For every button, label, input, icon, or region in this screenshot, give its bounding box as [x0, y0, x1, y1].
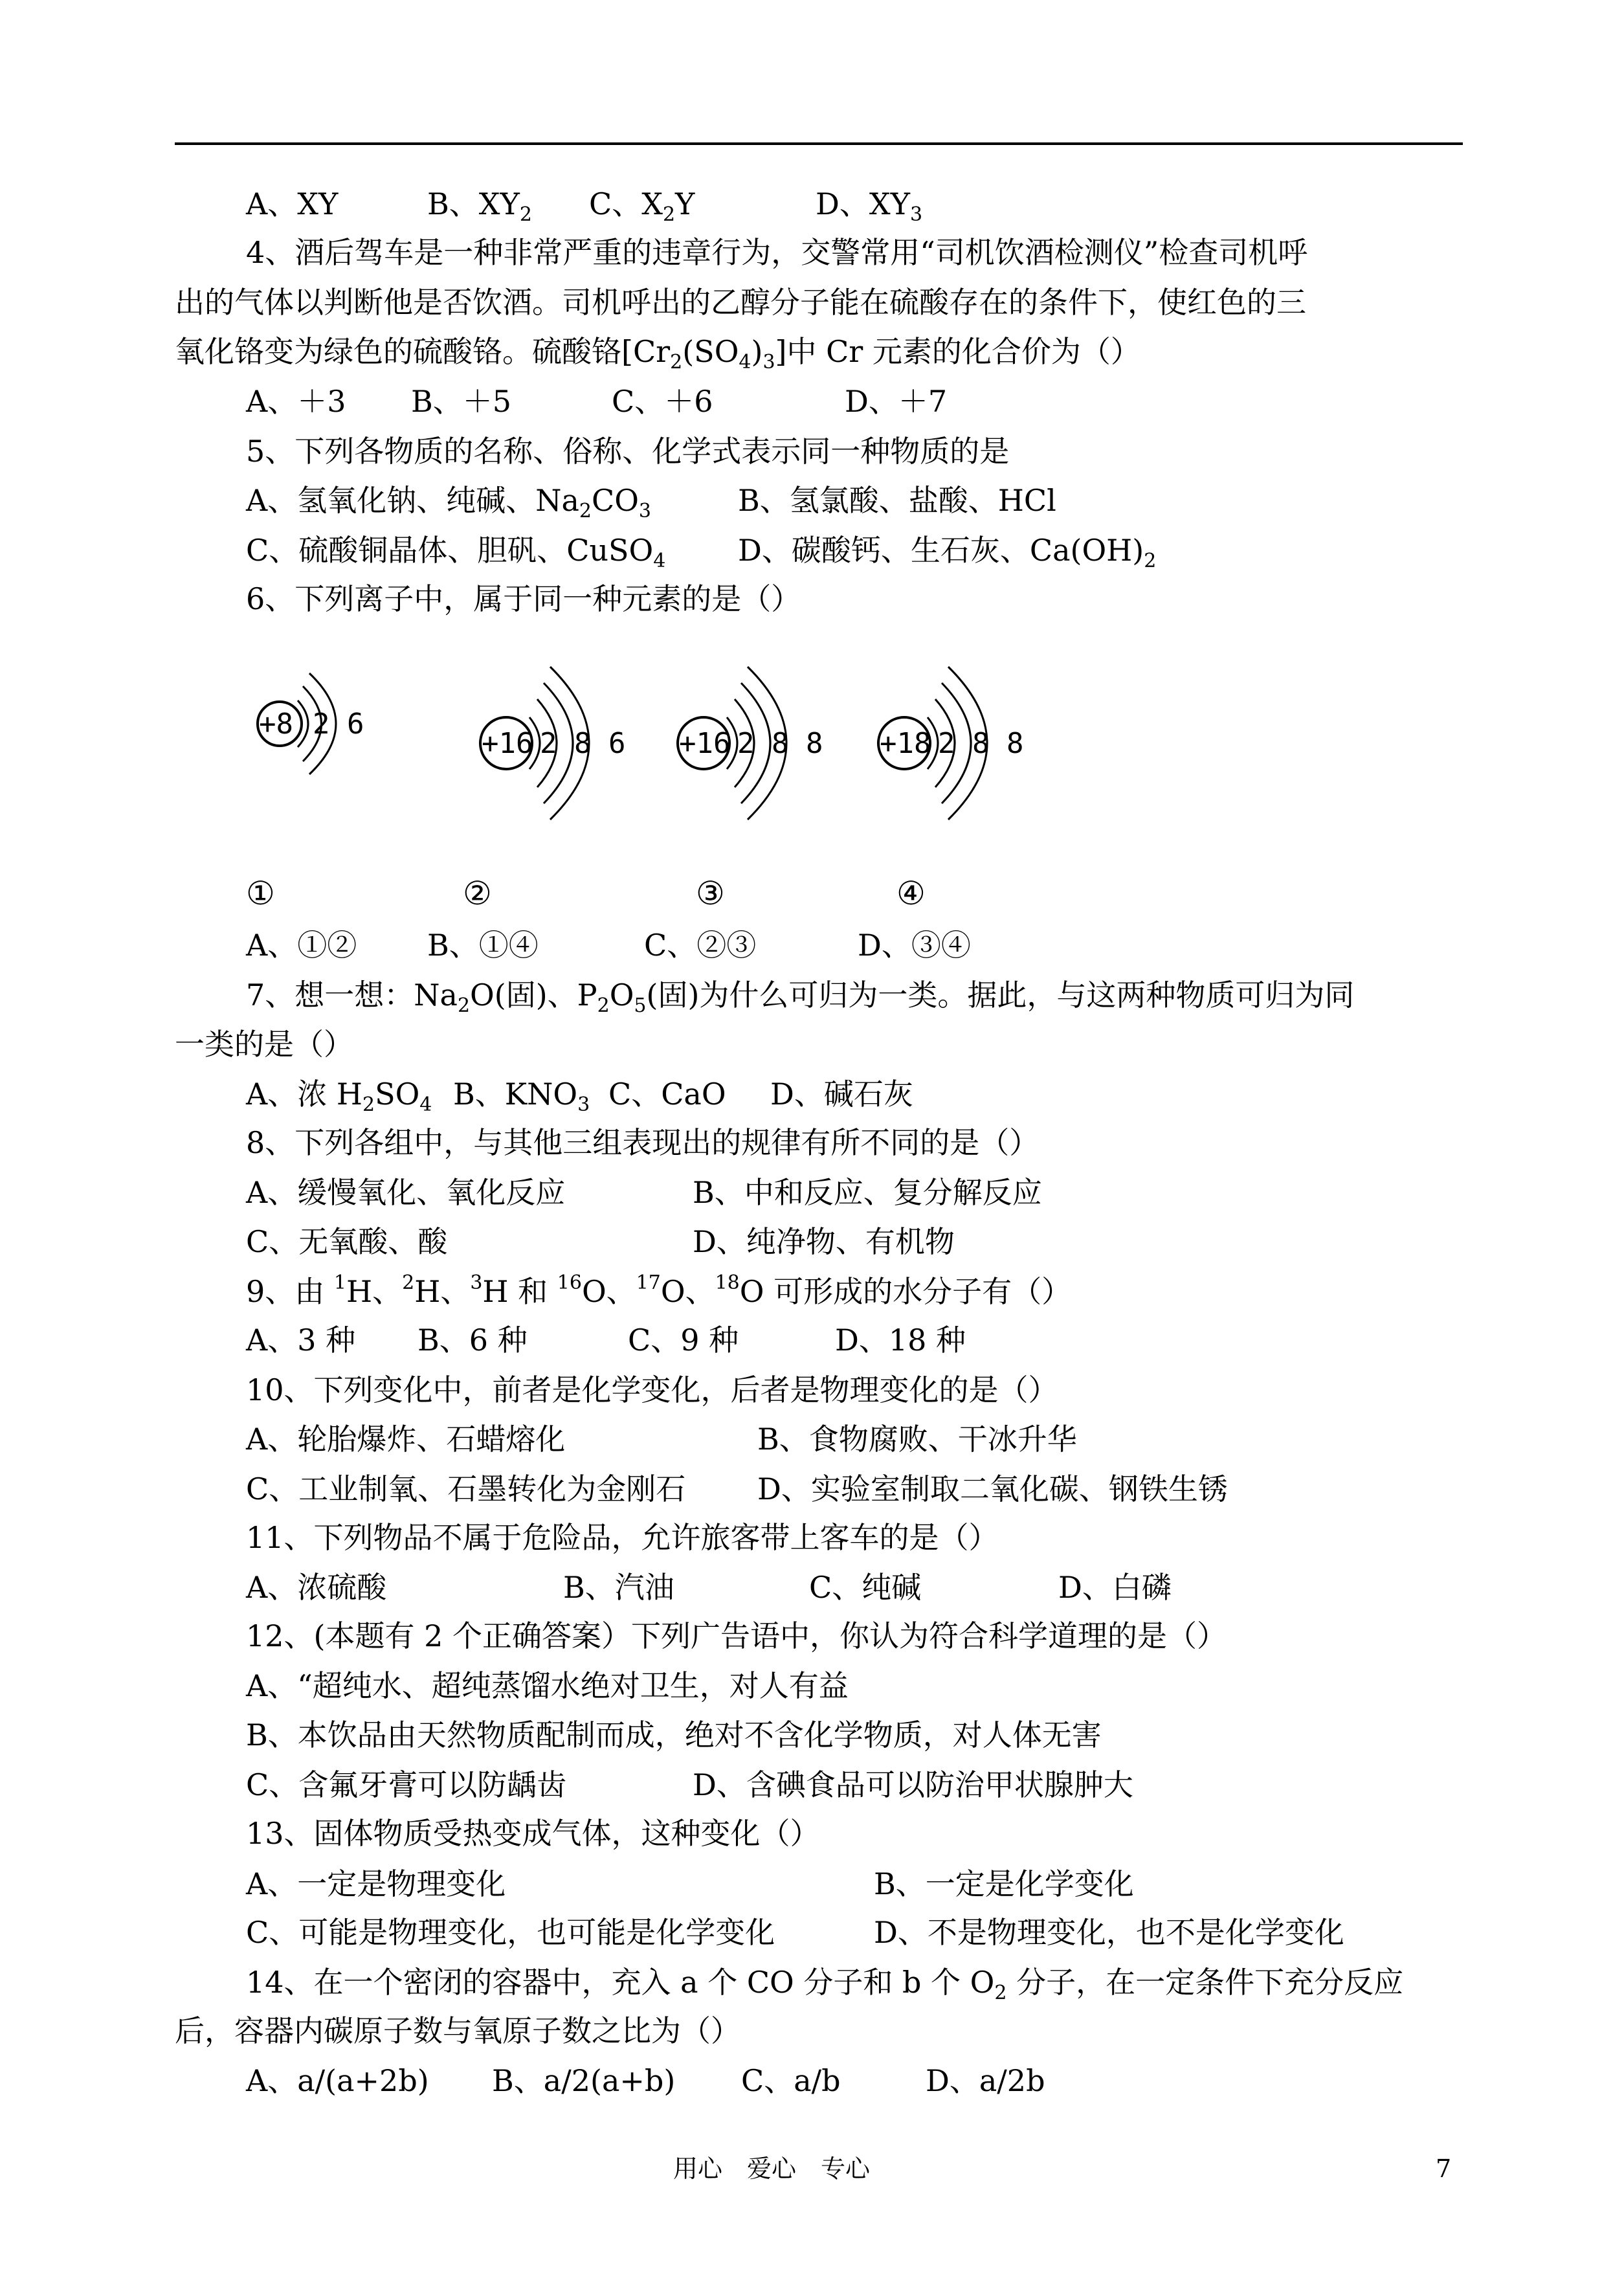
- option-d: D、含碘食品可以防治甲状腺肿大: [693, 1767, 1133, 1802]
- option-c: C、CaO: [608, 1077, 726, 1112]
- shell-electrons: 2 8 6: [540, 727, 626, 760]
- nucleus-label: +16: [482, 727, 533, 760]
- diagram-2: [480, 667, 625, 820]
- nucleus-label: +16: [679, 727, 731, 760]
- option-d: D、不是物理变化，也不是化学变化: [874, 1915, 1344, 1950]
- option-a: A、轮胎爆炸、石蜡熔化: [246, 1422, 566, 1457]
- q12-option-a: A、“超纯水、超纯蒸馏水绝对卫生，对人有益: [246, 1668, 849, 1703]
- option-d: D、实验室制取二氧化碳、钢铁生锈: [757, 1471, 1228, 1506]
- q14-stem-2: 后，容器内碳原子数与氧原子数之比为（）: [175, 2013, 740, 2048]
- q13-stem: 13、固体物质受热变成气体，这种变化（）: [246, 1816, 820, 1851]
- option-b: B、汽油: [563, 1570, 674, 1605]
- q9-stem: 9、由 $^1$H、$^2$H、$^3$H 和 $^{16}$O、$^{17}$O、$^{18}$O 可形成的水分子有（）: [246, 1271, 1072, 1309]
- option-c: C、纯碱: [809, 1570, 922, 1605]
- diagram-number-1: ①: [246, 875, 275, 912]
- option-a: A、缓慢氧化、氧化反应: [246, 1175, 566, 1210]
- option-d: D、a/2b: [926, 2063, 1045, 2098]
- option-b: B、氢氯酸、盐酸、HCl: [738, 483, 1056, 518]
- shell-electrons: 2 8 8: [737, 727, 823, 760]
- nucleus-label: +8: [259, 708, 293, 741]
- option-b: B、一定是化学变化: [874, 1866, 1134, 1901]
- q4-stem-2: 出的气体以判断他是否饮酒。司机呼出的乙醇分子能在硫酸存在的条件下，使红色的三: [175, 285, 1306, 320]
- q10-stem: 10、下列变化中，前者是化学变化，后者是物理变化的是（）: [246, 1372, 1058, 1407]
- diagram-4: [878, 667, 1023, 820]
- option-c: C、$X_2Y$: [589, 186, 695, 226]
- option-b: B、①④: [427, 928, 539, 963]
- footer-motto: 用心 爱心 专心: [673, 2154, 871, 2183]
- q7-stem-1: 7、想一想：$Na_2O$(固)、$P_2O_5$(固)为什么可归为一类。据此，与这两种物质可归为同: [246, 978, 1355, 1017]
- diagram-number-3: ③: [696, 875, 725, 912]
- option-d: D、$XY_3$: [816, 186, 923, 226]
- option-a: A、a/(a+2b): [246, 2063, 429, 2098]
- option-a: A、浓 $H_2SO_4$: [246, 1077, 432, 1116]
- q8-stem: 8、下列各组中，与其他三组表现出的规律有所不同的是（）: [246, 1125, 1040, 1160]
- option-c: C、硫酸铜晶体、胆矾、CuSO$_4$: [246, 533, 666, 572]
- q6-stem: 6、下列离子中，属于同一种元素的是（）: [246, 581, 801, 616]
- option-d: D、纯净物、有机物: [693, 1224, 955, 1259]
- option-c: C、9 种: [628, 1323, 739, 1358]
- diagram-number-4: ④: [896, 875, 926, 912]
- option-a: A、XY: [246, 186, 339, 221]
- option-a: A、氢氧化钠、纯碱、$Na_2CO_3$: [246, 483, 652, 522]
- option-a: A、浓硫酸: [246, 1570, 387, 1605]
- q4-stem-3: 氧化铬变为绿色的硫酸铬。硫酸铬$[Cr_2(SO_4)_3]$中 Cr 元素的化合价为（）: [175, 334, 1140, 374]
- q5-stem: 5、下列各物质的名称、俗称、化学式表示同一种物质的是: [246, 434, 1010, 469]
- q14-stem-1: 14、在一个密闭的容器中，充入 a 个 CO 分子和 b 个 $O_2$ 分子，在一定条件下充分反应: [246, 1965, 1404, 2004]
- option-d: D、18 种: [835, 1323, 966, 1358]
- option-a: A、3 种: [246, 1323, 356, 1358]
- option-a: A、一定是物理变化: [246, 1866, 506, 1901]
- shell-electrons: 2 6: [313, 708, 364, 741]
- option-c: C、a/b: [741, 2063, 841, 2098]
- option-c: C、②③: [644, 928, 757, 963]
- option-b: B、6 种: [417, 1323, 528, 1358]
- option-b: B、$XY_2$: [427, 186, 533, 226]
- q12-stem: 12、(本题有 2 个正确答案）下列广告语中，你认为符合科学道理的是（）: [246, 1618, 1227, 1653]
- q7-stem-2: 一类的是（）: [175, 1027, 353, 1062]
- header-rule: [175, 142, 1463, 145]
- option-c: C、无氧酸、酸: [246, 1224, 448, 1259]
- option-b: B、$KNO_3$: [453, 1077, 590, 1116]
- option-d: D、碳酸钙、生石灰、$Ca(OH)_2$: [738, 533, 1157, 572]
- option-c: C、可能是物理变化，也可能是化学变化: [246, 1915, 775, 1950]
- diagram-number-2: ②: [463, 875, 492, 912]
- option-c: C、＋6: [612, 384, 713, 419]
- q12-option-b: B、本饮品由天然物质配制而成，绝对不含化学物质，对人体无害: [246, 1717, 1102, 1752]
- option-a: A、＋3: [246, 384, 346, 419]
- option-b: B、中和反应、复分解反应: [693, 1175, 1042, 1210]
- diagram-3: [678, 667, 823, 820]
- option-c: C、含氟牙膏可以防龋齿: [246, 1767, 567, 1802]
- option-d: D、碱石灰: [770, 1077, 913, 1112]
- option-c: C、工业制氧、石墨转化为金刚石: [246, 1471, 686, 1506]
- option-b: B、a/2(a+b): [492, 2063, 676, 2098]
- nucleus-label: +18: [880, 727, 931, 760]
- shell-electrons: 2 8 8: [938, 727, 1024, 760]
- option-b: B、食物腐败、干冰升华: [757, 1422, 1077, 1457]
- option-d: D、③④: [858, 928, 971, 963]
- q11-stem: 11、下列物品不属于危险品，允许旅客带上客车的是（）: [246, 1520, 999, 1555]
- option-d: D、白磷: [1058, 1570, 1172, 1605]
- option-d: D、＋7: [845, 384, 948, 419]
- q4-stem-1: 4、酒后驾车是一种非常严重的违章行为，交警常用“司机饮酒检测仪”检查司机呼: [246, 235, 1308, 270]
- option-b: B、＋5: [411, 384, 512, 419]
- option-a: A、①②: [246, 928, 357, 963]
- diagram-1: [258, 673, 364, 774]
- page-number: 7: [1436, 2154, 1452, 2183]
- atomic-structure-diagrams: [233, 660, 1074, 829]
